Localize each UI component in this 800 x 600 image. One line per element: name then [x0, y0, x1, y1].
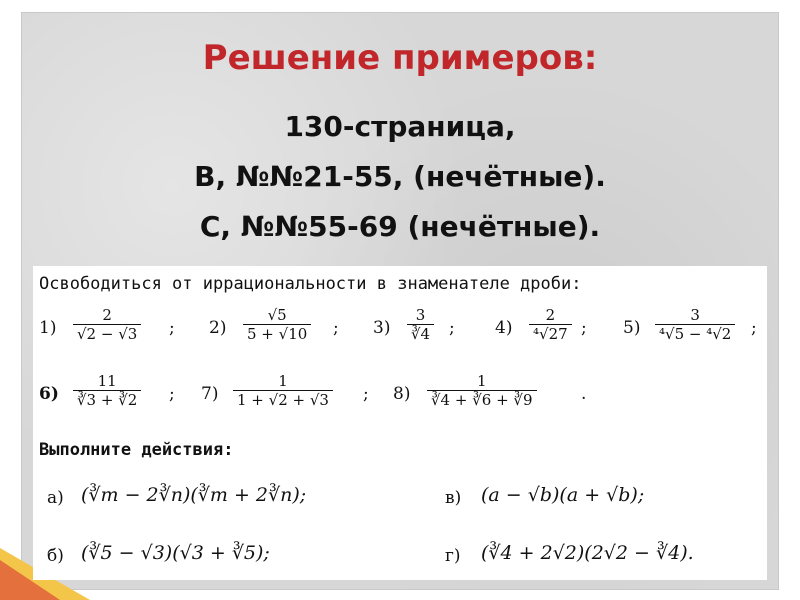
exercise-expression: (a − √b)(a + √b);	[481, 484, 645, 506]
exercise-expression: (∛5 − √3)(√3 + ∛5);	[81, 542, 270, 564]
item-label: 5)	[623, 318, 641, 338]
task-line-1: 130-страница,	[284, 110, 516, 143]
scan-heading-1: Освободиться от иррациональности в знаменателе дроби:	[39, 274, 582, 294]
denominator: 5 + √10	[243, 324, 311, 343]
exercise-label: а)	[47, 488, 64, 508]
fraction-7	[233, 372, 333, 409]
period: .	[581, 384, 587, 404]
fraction-5	[655, 306, 735, 343]
denominator: 1 + √2 + √3	[233, 390, 333, 409]
semicolon: ;	[363, 384, 369, 404]
item-label: 6)	[39, 384, 59, 404]
item-label: 8)	[393, 384, 411, 404]
denominator: ⁴√5 − ⁴√2	[655, 324, 735, 343]
item-label: 3)	[373, 318, 391, 338]
textbook-scan	[33, 266, 767, 580]
item-label: 4)	[495, 318, 513, 338]
numerator: 1	[278, 372, 288, 390]
slide-title: Решение примеров:	[202, 38, 598, 78]
task-line-2: В, №№21-55, (нечётные).	[194, 160, 606, 193]
exercise-label: г)	[445, 546, 461, 566]
numerator: √5	[267, 306, 287, 324]
denominator: ∛4	[407, 324, 434, 343]
numerator: 1	[476, 372, 487, 390]
item-label: 2)	[209, 318, 227, 338]
denominator: √2 − √3	[73, 324, 141, 343]
semicolon: ;	[333, 318, 339, 338]
fraction-1	[73, 306, 141, 343]
numerator: 2	[102, 306, 112, 324]
semicolon: ;	[169, 384, 175, 404]
fraction-6	[73, 372, 141, 409]
item-label: 1)	[39, 318, 57, 338]
numerator: 11	[97, 372, 117, 390]
exercise-label: б)	[47, 546, 64, 566]
numerator: 2	[545, 306, 556, 324]
denominator: ∛4 + ∛6 + ∛9	[427, 390, 537, 409]
denominator: ∛3 + ∛2	[73, 390, 141, 409]
exercise-expression: (∛m − 2∛n)(∛m + 2∛n);	[81, 484, 307, 506]
numerator: 3	[415, 306, 426, 324]
exercise-expression: (∛4 + 2√2)(2√2 − ∛4).	[481, 542, 694, 564]
fraction-3	[407, 306, 434, 343]
fraction-2	[243, 306, 311, 343]
scan-heading-2: Выполните действия:	[39, 440, 234, 460]
item-label: 7)	[201, 384, 219, 404]
semicolon: ;	[581, 318, 587, 338]
denominator: ⁴√27	[529, 324, 572, 343]
fraction-4	[529, 306, 572, 343]
semicolon: ;	[169, 318, 175, 338]
fraction-8	[427, 372, 537, 409]
task-line-3: С, №№55-69 (нечётные).	[199, 210, 601, 243]
exercise-label: в)	[445, 488, 462, 508]
semicolon: ;	[751, 318, 757, 338]
numerator: 3	[690, 306, 700, 324]
semicolon: ;	[449, 318, 455, 338]
